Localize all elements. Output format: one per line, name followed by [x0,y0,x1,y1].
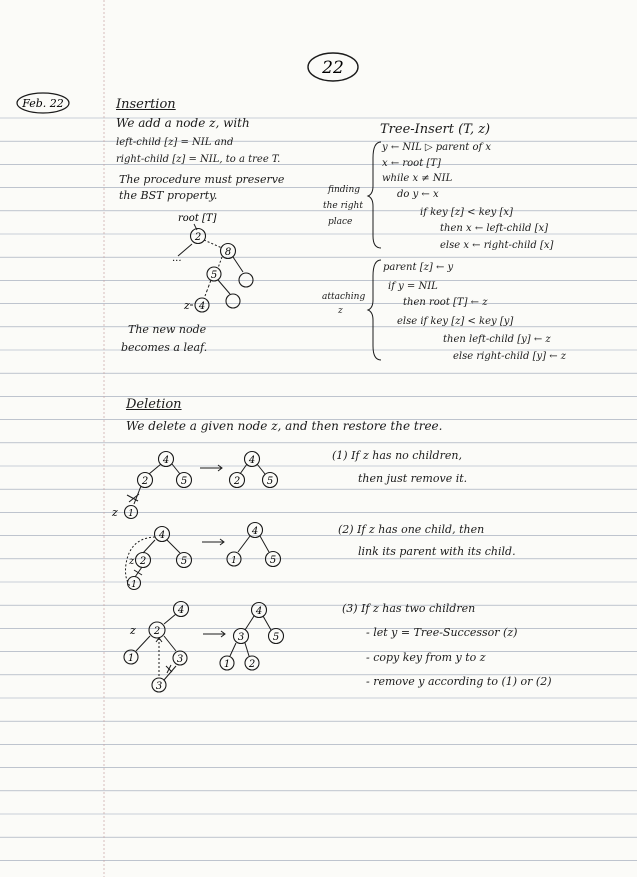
tree-node-label: 1 [231,556,237,566]
tree-node-label: 1 [131,580,137,590]
code-line: then left-child [y] ← z [443,334,551,345]
case1-diagram [108,448,308,524]
case3-diagram [110,598,310,694]
case3-line: - let y = Tree-Successor (z) [366,626,518,639]
tree-node-label: 1 [127,653,135,664]
case3-line: - copy key from y to z [366,651,486,664]
tree-insert-header: Tree-Insert (T, z) [380,122,491,137]
date-label: Feb. 22 [22,97,64,110]
tree-node-label: 3 [176,654,184,665]
code-line: else if key [z] < key [y] [397,316,514,327]
leaf-note-line: becomes a leaf. [121,341,208,354]
brace-label-finding: the right [323,201,363,211]
insertion-desc-line: We add a node z, with [116,116,250,130]
tree-node-label: 2 [139,556,147,567]
z-label: z [184,299,190,312]
tree-node-label: 4 [251,526,259,537]
insertion-desc-line: left-child [z] = NIL and [116,137,234,148]
z-label: z [130,624,136,637]
tree-leaf [226,294,240,308]
tree-node-label: 1 [223,659,231,670]
code-line: else right-child [y] ← z [453,351,567,362]
tree-node-label: 5 [269,555,277,566]
tree-node-label: 4 [158,530,166,541]
insertion-desc-line: the BST property. [119,189,218,202]
insertion-desc-line: The procedure must preserve [119,173,285,186]
code-line: then root [T] ← z [403,297,488,308]
case2-diagram [110,520,310,592]
z-label: z [112,506,118,519]
brace-label-finding: finding [328,185,360,195]
case3-line: - remove y according to (1) or (2) [366,675,552,688]
ellipsis: ... [172,253,182,264]
tree-node-label: 5 [272,632,280,643]
page-number: 22 [322,58,344,78]
tree-node-label: 5 [180,476,188,487]
brace-label-attaching: z [338,306,343,316]
code-line: then x ← left-child [x] [440,223,549,234]
tree-node-label: 2 [141,476,149,487]
brace-label-attaching: attaching [322,292,366,302]
tree-node-label: 2 [233,476,241,487]
code-line: x ← root [T] [382,158,441,169]
tree-node-label: 5 [266,476,274,487]
code-line: while x ≠ NIL [382,173,453,184]
tree-node-label: 8 [224,247,232,258]
tree-node-label: 4 [198,301,206,312]
case1-line: (1) If z has no children, [332,449,462,462]
z-label: z [129,556,135,567]
insertion-tree-diagram [160,208,280,320]
case2-line: link its parent with its child. [358,545,516,558]
root-label: root [T] [178,213,217,224]
case1-line: then just remove it. [358,472,468,485]
tree-node-label: 1 [128,509,134,519]
code-line: else x ← right-child [x] [440,240,554,251]
date-badge [14,90,72,116]
tree-node-label: 3 [155,681,163,692]
case2-line: (2) If z has one child, then [338,523,485,536]
tree-node-label: 2 [194,232,202,243]
code-line: parent [z] ← y [383,262,454,273]
insertion-title: Insertion [116,97,176,112]
code-line: do y ← x [397,189,439,200]
tree-node-label: 2 [248,659,256,670]
deletion-title: Deletion [126,397,182,412]
brace-label-finding: place [328,217,353,227]
code-line: y ← NIL ▷ parent of x [382,142,492,153]
deletion-intro: We delete a given node z, and then restore the tree. [126,419,443,433]
tree-node-label: 4 [255,606,263,617]
tree-node-label: 2 [153,626,161,637]
tree-leaf [239,273,253,287]
tree-node-label: 4 [248,455,256,466]
case3-line: (3) If z has two children [342,602,476,615]
leaf-note-line: The new node [128,323,207,336]
code-line: if key [z] < key [x] [420,207,513,218]
tree-node-label: 5 [210,270,218,281]
insertion-desc-line: right-child [z] = NIL, to a tree T. [116,154,281,165]
tree-node-label: 5 [180,556,188,567]
tree-node-label: 4 [162,455,170,466]
tree-node-label: 4 [177,605,185,616]
page-number-badge [305,50,361,84]
tree-node-label: 3 [237,632,245,643]
code-line: if y = NIL [388,281,438,292]
